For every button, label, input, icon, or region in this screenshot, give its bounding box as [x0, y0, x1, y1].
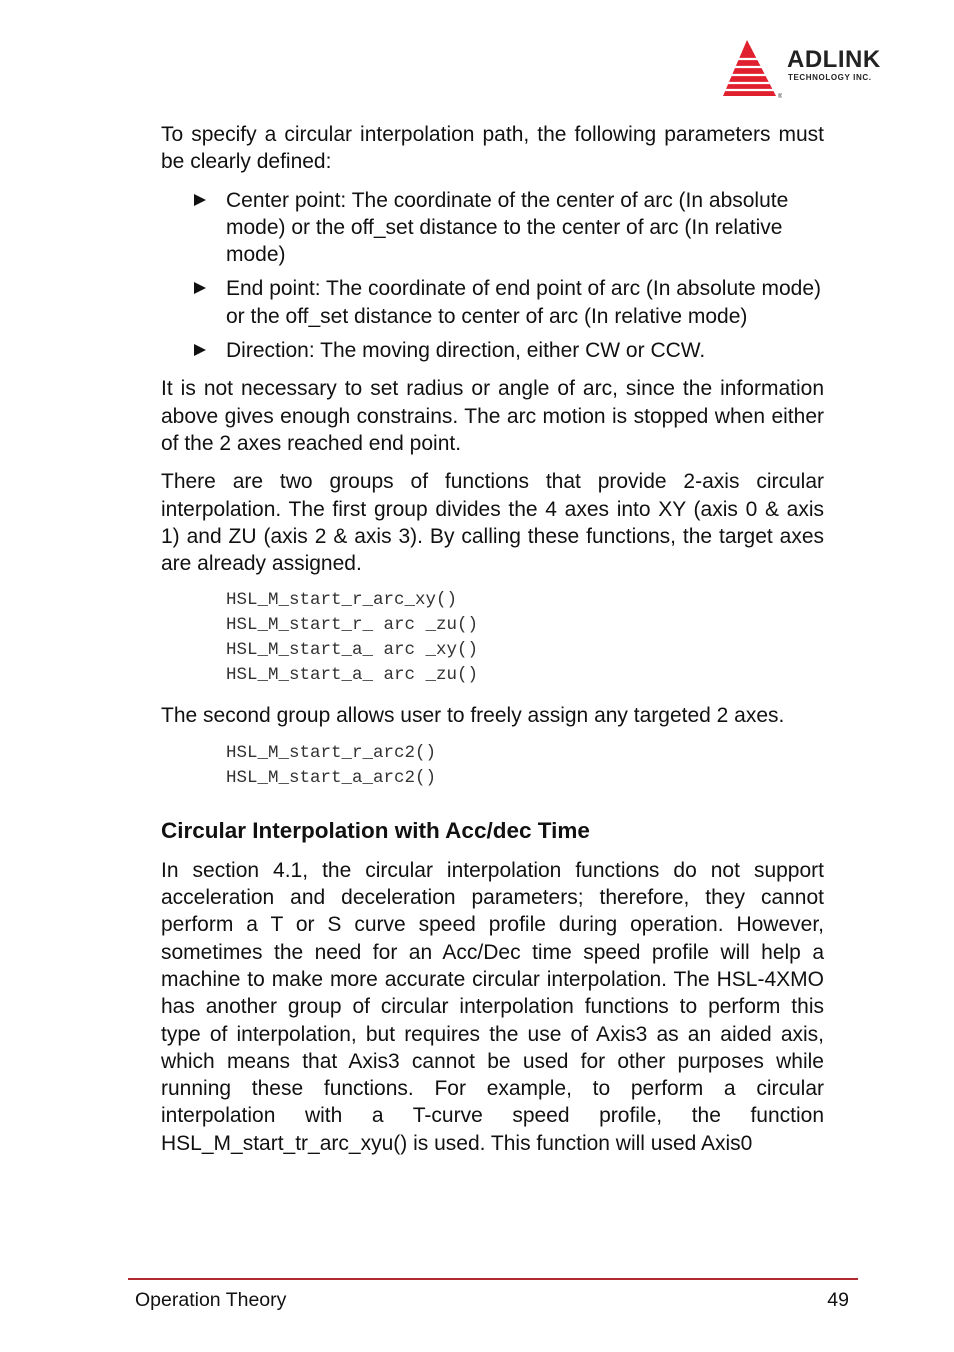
code-line: HSL_M_start_a_ arc _xy(): [226, 640, 479, 661]
footer-section-title: Operation Theory: [135, 1289, 287, 1311]
bullet-arrow-icon: [194, 194, 206, 206]
code-block-group1: [226, 588, 824, 688]
bullet-arrow-icon: [194, 344, 206, 356]
list-item-text: End point: The coordinate of end point of arc (In absolute mode) or the off_set distance to center of arc (In relative mode): [226, 277, 821, 328]
code-block-group2: [226, 741, 824, 791]
brand-tagline: TECHNOLOGY INC.: [788, 73, 872, 82]
function-groups-paragraph: There are two groups of functions that provide 2-axis circular interpolation. The first group divides the 4 axes into XY (axis 0 & axis 1) and ZU (axis 2 & axis 3). By calling these functions, the target axes are already assigned.: [161, 470, 824, 576]
list-item-text: Center point: The coordinate of the center of arc (In absolute mode) or the off_set distance to the center of arc (In relative mode): [226, 188, 789, 267]
adlink-logo: [720, 38, 915, 100]
list-item: [161, 275, 824, 330]
page-body: [161, 121, 824, 1168]
code-line: HSL_M_start_a_ arc _zu(): [226, 665, 479, 686]
adlink-triangle-logo-icon: [720, 38, 782, 100]
code-line: HSL_M_start_r_arc_xy(): [226, 590, 458, 611]
list-item: [161, 337, 824, 364]
registered-mark: ®: [778, 94, 782, 100]
code-line: HSL_M_start_r_arc2(): [226, 742, 437, 763]
bullet-arrow-icon: [194, 282, 206, 294]
radius-paragraph: It is not necessary to set radius or angle of arc, since the information above gives enough constrains. The arc motion is stopped when either of the 2 axes reached end point.: [161, 377, 824, 455]
list-item: [161, 187, 824, 269]
footer-rule: [128, 1278, 858, 1280]
code-line: HSL_M_start_r_ arc _zu(): [226, 615, 479, 636]
list-item-text: Direction: The moving direction, either CW or CCW.: [226, 339, 706, 363]
page-number: 49: [827, 1289, 849, 1311]
code-line: HSL_M_start_a_arc2(): [226, 767, 437, 788]
parameter-list: [161, 187, 824, 365]
section-paragraph: In section 4.1, the circular interpolation functions do not support acceleration and deceleration parameters; therefore, they cannot perform a T or S curve speed profile during operation. However, sometimes the need for an Acc/Dec time speed profile will help a machine to make more accurate circular interpolation. The HSL-4XMO has another group of circular interpolation functions to perform this type of interpolation, but requires the use of Axis3 as an aided axis, which means that Axis3 cannot be used for other purposes while running these functions. For example, to perform a circular interpolation with a T-curve speed profile, the function HSL_M_start_tr_arc_xyu() is used. This function will used Axis0: [161, 858, 824, 1155]
intro-paragraph: To specify a circular interpolation path, the following parameters must be clearly defined:: [161, 123, 824, 174]
second-group-paragraph: The second group allows user to freely assign any targeted 2 axes.: [161, 704, 785, 728]
section-heading: Circular Interpolation with Acc/dec Time: [161, 817, 590, 843]
brand-name: ADLINK: [787, 46, 881, 73]
